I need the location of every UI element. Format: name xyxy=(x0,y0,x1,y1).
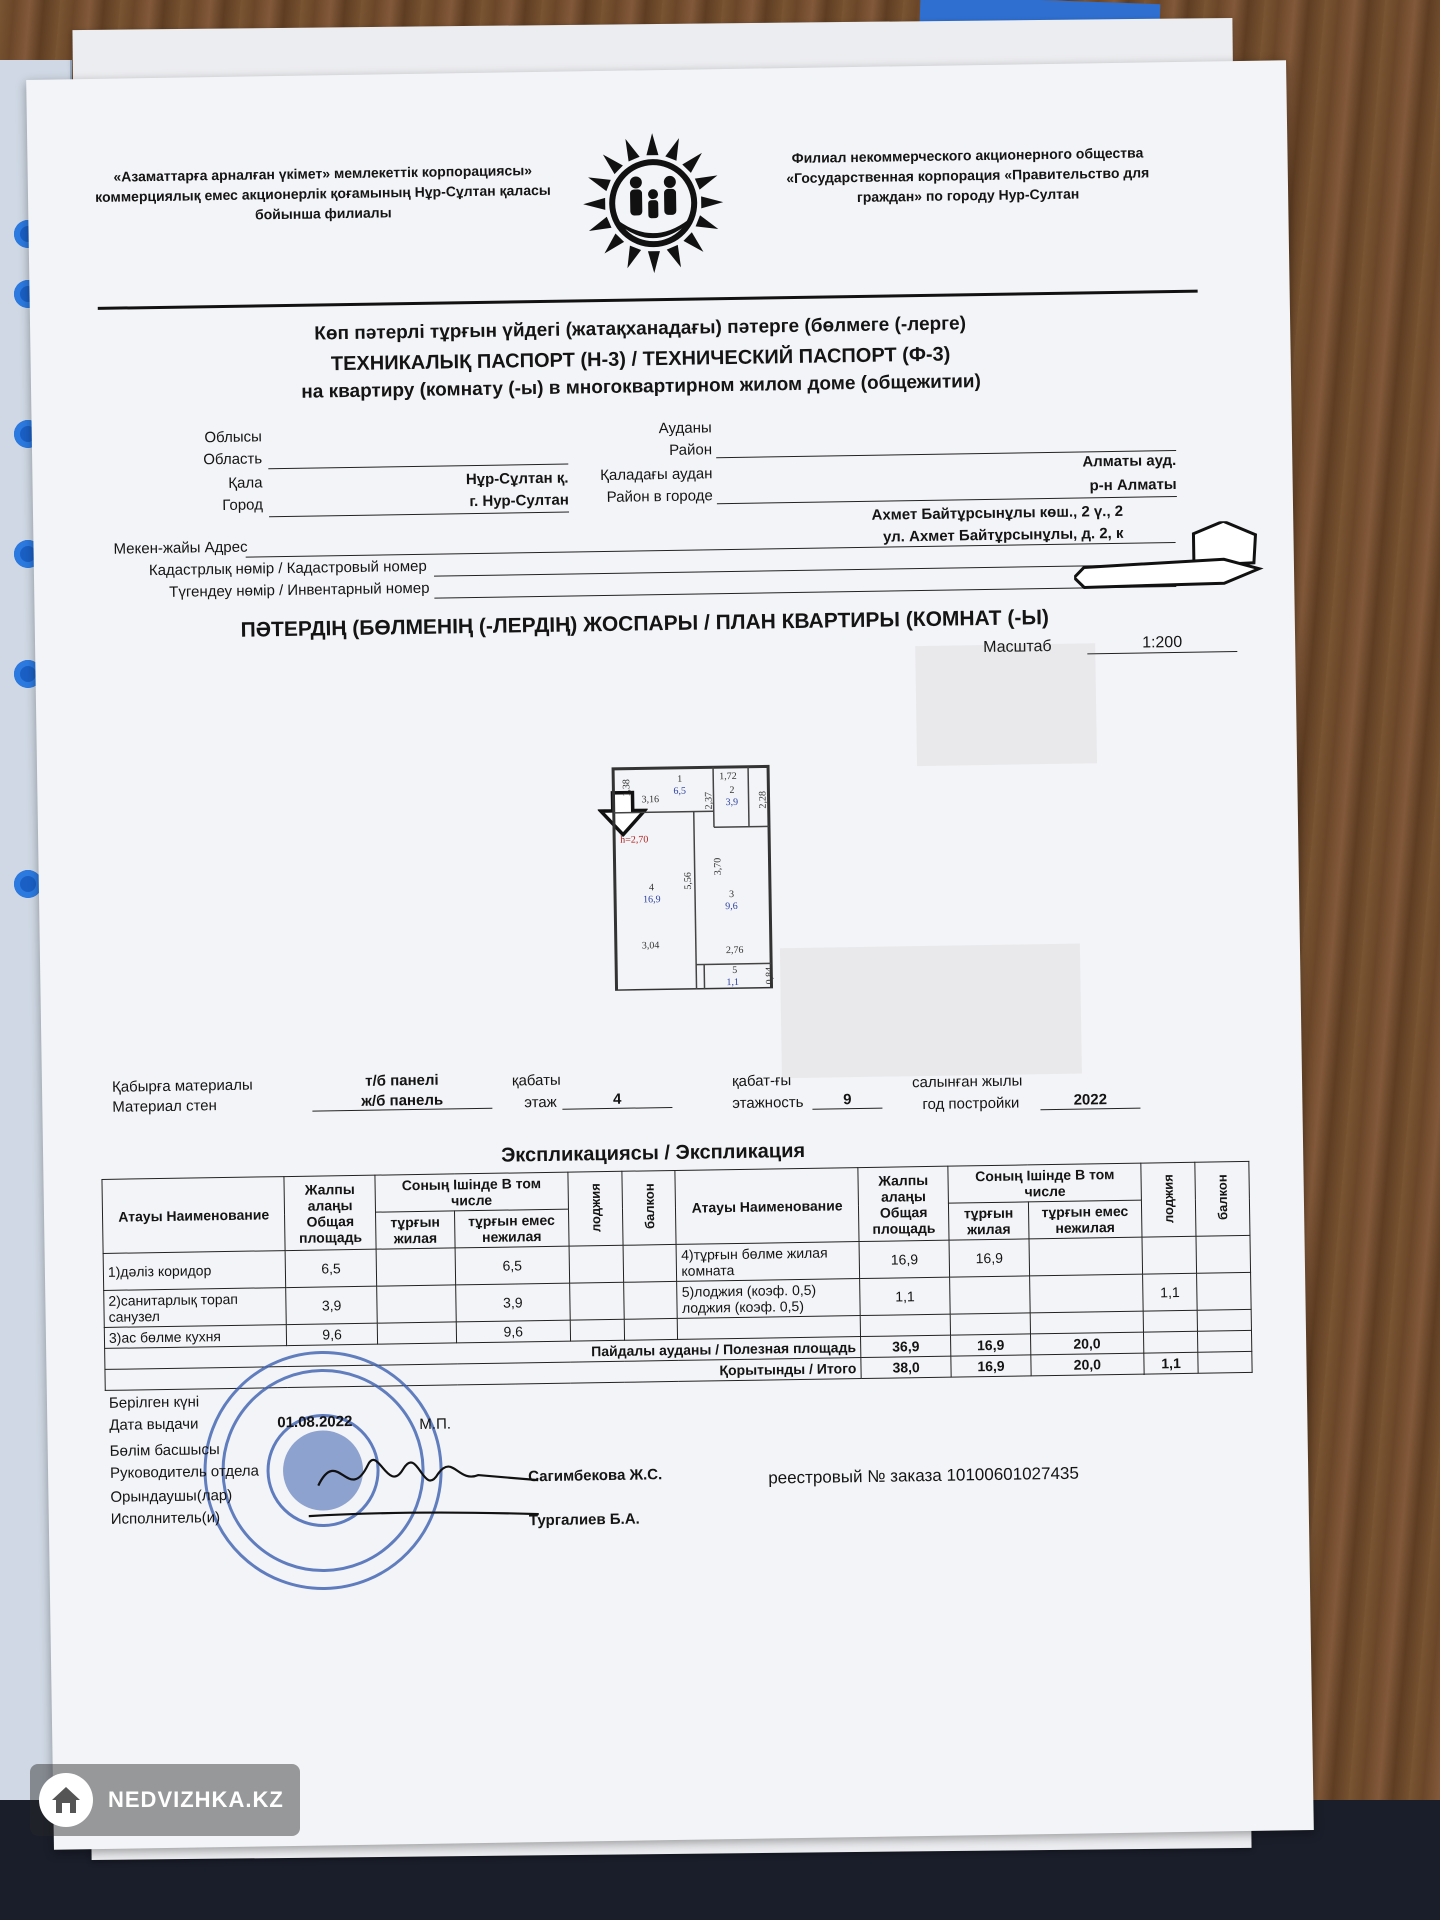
field-line xyxy=(246,542,1176,558)
plan-room-5-number: 5 xyxy=(732,964,738,977)
district-kz: Алматы ауд. xyxy=(1082,451,1177,471)
cell-total: 3,9 xyxy=(286,1286,377,1324)
cell-nonliving xyxy=(1029,1274,1143,1313)
cell-name: 5)лоджия (коэф. 0,5) лоджия (коэф. 0,5) xyxy=(677,1279,860,1319)
cell-loggia xyxy=(570,1319,624,1341)
doc-title-main: ТЕХНИКАЛЫҚ ПАСПОРТ (Н-3) / ТЕХНИЧЕСКИЙ ПАСПОРТ (Ф-3) xyxy=(330,343,951,376)
label-head-kz: Бөлім басшысы xyxy=(109,1441,220,1460)
floors-value: 9 xyxy=(812,1091,882,1110)
plan-title: ПӘТЕРДІҢ (БӨЛМЕНІҢ (-ЛЕРДІҢ) ЖОСПАРЫ / ПЛАН КВАРТИРЫ (КОМНАТ (-Ы) xyxy=(240,606,1050,642)
label-cadastral: Кадастрлық нөмір / Кадастровый номер xyxy=(148,557,427,580)
cell-balcony xyxy=(1198,1351,1252,1373)
head-name: Сагимбекова Ж.С. xyxy=(528,1466,663,1486)
district-ru: р-н Алматы xyxy=(1089,475,1177,495)
col-living: тұрғын жилая xyxy=(375,1211,455,1249)
cell-living xyxy=(376,1248,456,1286)
cell-total: 6,5 xyxy=(285,1249,376,1287)
cell-total: 16,9 xyxy=(859,1240,950,1278)
cell-total: 9,6 xyxy=(287,1323,378,1345)
cell-name: 2)санитарлық торап санузел xyxy=(104,1288,287,1328)
signature xyxy=(307,1422,549,1536)
col-balcony-2: балкон xyxy=(1214,1174,1231,1221)
cell-loggia: 1,1 xyxy=(1143,1273,1197,1311)
redaction-mark xyxy=(1073,521,1264,594)
apartment-floor-plan xyxy=(593,748,797,991)
label-inventory: Түгендеу нөмір / Инвентарный номер xyxy=(169,579,430,601)
doc-title-kz: Көп пәтерлі тұрғын үйдегі (жатақханадағы) пәтерге (бөлмеге (-лерге) xyxy=(314,313,967,345)
watermark-text: NEDVIZHKA.KZ xyxy=(108,1787,284,1812)
col-name: Атауы Наименование xyxy=(102,1177,285,1254)
cell-living xyxy=(377,1322,456,1344)
cell-balcony xyxy=(1197,1309,1251,1331)
field-line xyxy=(434,586,1176,599)
col-loggia: лоджия xyxy=(587,1182,603,1232)
cell-balcony xyxy=(624,1318,678,1340)
exec-name: Тургалиев Б.А. xyxy=(528,1510,640,1530)
col-nonliving: тұрғын емес нежилая xyxy=(455,1209,569,1248)
scale-value: 1:200 xyxy=(1087,633,1237,654)
cell-name: 1)дәліз коридор xyxy=(103,1251,286,1291)
plan-room-3-number: 3 xyxy=(728,888,735,901)
plan-room-2-number: 2 xyxy=(729,784,735,797)
sun-family-logo-icon xyxy=(577,127,729,279)
plan-dim-172: 1,72 xyxy=(719,770,737,783)
plan-room-1-area: 6,5 xyxy=(673,785,687,797)
cell-name: 3)ас бөлме кухня xyxy=(104,1325,287,1349)
label-city-district-ru: Район в городе xyxy=(606,487,713,506)
floor-value: 4 xyxy=(562,1090,672,1110)
cell-name: 4)тұрғын бөлме жилая комната xyxy=(677,1242,860,1282)
total-loggia: 1,1 xyxy=(1144,1352,1198,1374)
plan-room-1-number: 1 xyxy=(677,773,683,785)
col-incl: Соның Ішінде В том числе xyxy=(375,1172,568,1212)
cell-living xyxy=(950,1276,1030,1314)
cell-living: 16,9 xyxy=(949,1239,1029,1277)
label-issued-ru: Дата выдачи xyxy=(109,1415,199,1434)
label-address: Мекен-жайы Адрес xyxy=(113,538,248,558)
plan-dim-228: 2,28 xyxy=(757,790,769,809)
col-total: Жалпы алаңы Общая площадь xyxy=(284,1175,376,1250)
order-number: реестровый № заказа 10100601027435 xyxy=(768,1463,1079,1488)
label-audany-ru: Район xyxy=(669,441,713,459)
show-through-box xyxy=(780,944,1082,1079)
cell-living xyxy=(377,1285,457,1323)
label-head-ru: Руководитель отдела xyxy=(109,1462,260,1482)
field-line xyxy=(434,564,1176,577)
technical-passport-page xyxy=(26,60,1314,1850)
col-total-2: Жалпы алаңы Общая площадь xyxy=(858,1166,950,1241)
col-living-2: тұрғын жилая xyxy=(949,1202,1029,1240)
label-oblys-ru: Область xyxy=(203,450,263,469)
scale-label: Масштаб xyxy=(983,637,1052,657)
org-name-kz: «Азаматтарға арналған үкімет» мемлекеттік корпорациясы» коммерциялық емес акционерлік қоғамының Нұр-Сұлтан қаласы бойынша филиалы xyxy=(95,162,551,223)
cell-loggia xyxy=(1143,1310,1197,1332)
watermark xyxy=(30,1764,300,1836)
plan-room-2-area: 3,9 xyxy=(725,796,739,809)
label-wall-ru: Материал стен xyxy=(112,1097,217,1116)
label-exec-kz: Орындаушы(лар) xyxy=(110,1486,233,1506)
useful-total: 36,9 xyxy=(860,1335,951,1357)
doc-title-ru: на квартиру (комнату (-ы) в многоквартирном жилом доме (общежитии) xyxy=(301,371,982,403)
street-ru: ул. Ахмет Байтұрсынұлы, д. 2, к xyxy=(882,524,1124,546)
cell-balcony xyxy=(1197,1272,1252,1310)
col-incl-2: Соның Ішінде В том числе xyxy=(948,1163,1141,1203)
total-living: 16,9 xyxy=(951,1355,1030,1377)
street-kz: Ахмет Байтұрсынұлы көш., 2 ү., 2 xyxy=(871,502,1124,524)
total-nonliving: 20,0 xyxy=(1030,1353,1144,1376)
label-wall-kz: Қабырға материалы xyxy=(111,1076,253,1096)
explication-title: Экспликациясы / Экспликация xyxy=(500,1139,806,1167)
plan-dim-316: 3,16 xyxy=(641,794,660,806)
plan-room-3-area: 9,6 xyxy=(725,900,738,913)
home-icon xyxy=(38,1772,94,1828)
plan-dim-237: 2,37 xyxy=(703,791,715,810)
org-name-ru: Филиал некоммерческого акционерного общества «Государственная корпорация «Правительство для граждан» по городу Нур-Султан xyxy=(786,144,1150,205)
year-value: 2022 xyxy=(1040,1091,1140,1111)
total-label: Қорытынды / Итого xyxy=(105,1358,861,1391)
plan-dim-084: 0,84 xyxy=(764,966,776,985)
cell-loggia xyxy=(1144,1331,1198,1353)
cell-balcony xyxy=(1198,1330,1252,1352)
cell-nonliving xyxy=(1030,1311,1144,1334)
label-floors-kz: қабат-ғы xyxy=(731,1072,792,1091)
cell-living xyxy=(951,1313,1030,1335)
wall-value-ru: ж/б панель xyxy=(312,1091,492,1112)
cell-total xyxy=(860,1314,951,1336)
label-kala-ru: Город xyxy=(222,496,264,514)
field-line xyxy=(269,512,569,518)
plan-dim-138: 1,38 xyxy=(621,779,633,797)
label-floors-ru: этажность xyxy=(732,1093,804,1113)
cell-nonliving: 6,5 xyxy=(455,1246,569,1285)
plan-dim-304: 3,04 xyxy=(641,940,660,952)
cell-name xyxy=(678,1316,861,1340)
useful-area-label: Пайдалы ауданы / Полезная площадь xyxy=(105,1337,861,1370)
label-kala-kz: Қала xyxy=(228,474,263,492)
plan-room-4-area: 16,9 xyxy=(643,894,661,906)
col-loggia-2: лоджия xyxy=(1160,1173,1177,1223)
label-floor-kz: қабаты xyxy=(511,1071,561,1090)
cell-nonliving: 3,9 xyxy=(456,1283,570,1322)
label-oblys-kz: Облысы xyxy=(204,428,262,447)
cell-nonliving xyxy=(1029,1237,1143,1276)
label-year-ru: год постройки xyxy=(922,1094,1020,1114)
cell-balcony xyxy=(1196,1235,1251,1273)
label-exec-ru: Исполнитель(и) xyxy=(110,1509,221,1528)
city-ru: г. Нур-Султан xyxy=(469,491,569,511)
stamp-place-label: М.П. xyxy=(419,1415,452,1433)
col-balcony: балкон xyxy=(641,1183,657,1230)
plan-room-4-number: 4 xyxy=(648,882,655,894)
label-year-kz: салынған жылы xyxy=(911,1072,1023,1092)
show-through-box xyxy=(915,643,1097,766)
total-total: 38,0 xyxy=(861,1356,952,1378)
label-issued-kz: Берілген күні xyxy=(108,1393,200,1412)
issued-date: 01.08.2022 xyxy=(277,1413,353,1432)
city-kz: Нұр-Сұлтан қ. xyxy=(465,469,569,489)
plan-dim-370: 3,70 xyxy=(712,857,724,876)
cell-total: 1,1 xyxy=(859,1277,950,1315)
wall-value-kz: т/б панелі xyxy=(365,1071,439,1090)
label-city-district-kz: Қаладағы аудан xyxy=(600,465,713,485)
field-line xyxy=(268,464,568,470)
cell-loggia xyxy=(1142,1236,1196,1274)
useful-living: 16,9 xyxy=(951,1334,1030,1356)
useful-nonliving: 20,0 xyxy=(1030,1332,1144,1355)
cell-loggia xyxy=(569,1282,623,1320)
label-floor-ru: этаж xyxy=(524,1093,557,1112)
cell-balcony xyxy=(623,1281,677,1319)
plan-height: h=2,70 xyxy=(620,834,649,846)
plan-room-5-area: 1,1 xyxy=(726,976,740,989)
cell-nonliving: 9,6 xyxy=(456,1320,570,1343)
label-audany-kz: Ауданы xyxy=(658,419,712,438)
header-rule xyxy=(98,290,1198,310)
plan-dim-276: 2,76 xyxy=(725,944,744,957)
col-nonliving-2: тұрғын емес нежилая xyxy=(1028,1200,1142,1239)
plan-dim-556: 5,56 xyxy=(682,872,694,890)
col-name-2: Атауы Наименование xyxy=(675,1168,858,1245)
cell-loggia xyxy=(569,1245,623,1283)
cell-balcony xyxy=(623,1244,677,1282)
